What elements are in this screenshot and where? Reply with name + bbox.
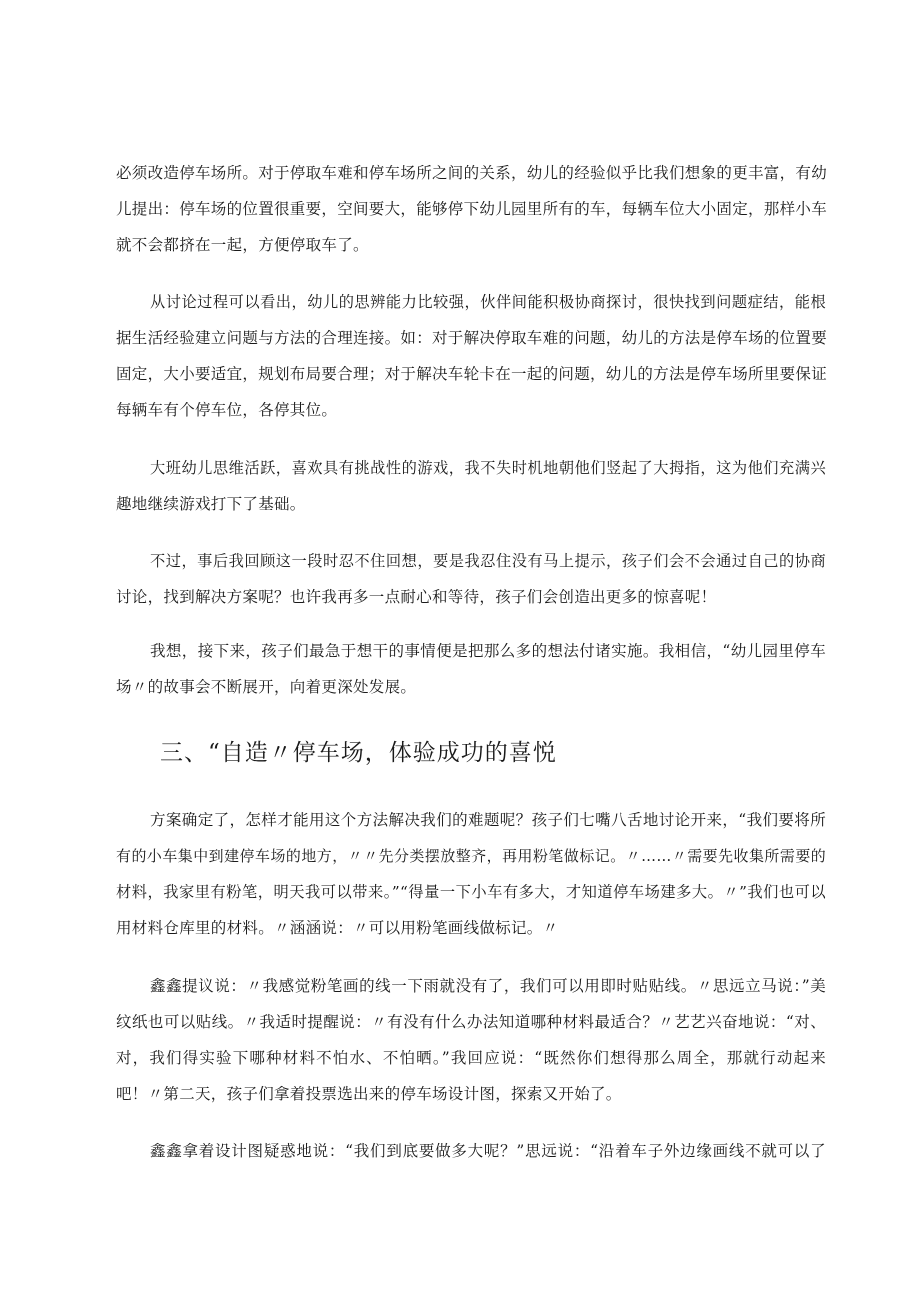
- paragraph-line: 用材料仓库里的材料。〃涵涵说：〃可以用粉笔画线做标记。〃: [116, 919, 559, 937]
- paragraph-line: 材料，我家里有粉笔，明天我可以带来。”“得量一下小车有多大，才知道停车场建多大。〃”我们也可以: [116, 883, 826, 901]
- paragraph-5: [116, 633, 826, 705]
- paragraph-7: [116, 968, 826, 1112]
- paragraph-1: [116, 155, 826, 263]
- paragraph-line: 固定，大小要适宜，规划布局要合理；对于解决车轮卡在一起的问题，幼儿的方法是停车场所里要保证: [116, 365, 828, 383]
- paragraph-line: 有的小车集中到建停车场的地方，〃〃先分类摆放整齐，再用粉笔做标记。〃……〃需要先收集所需要的: [116, 847, 826, 865]
- paragraph-line: 每辆车有个停车位，各停其位。: [116, 401, 338, 419]
- paragraph-line: 纹纸也可以贴线。〃我适时提醒说：〃有没有什么办法知道哪种材料最适合？〃艺艺兴奋地说：“对、: [116, 1013, 826, 1031]
- paragraph-line: 方案确定了，怎样才能用这个方法解决我们的难题呢？孩子们七嘴八舌地讨论开来，“我们要将所: [150, 811, 826, 829]
- section-heading: 三、“自造〃停车场，体验成功的喜悦: [160, 740, 557, 766]
- paragraph-line: 讨论，找到解决方案呢？也许我再多一点耐心和等待，孩子们会创造出更多的惊喜呢！: [116, 588, 717, 606]
- paragraph-6: [116, 802, 826, 946]
- paragraph-line: 从讨论过程可以看出，幼儿的思辨能力比较强，伙伴间能积极协商探讨，很快找到问题症结，能根: [150, 293, 826, 311]
- paragraph-line: 对，我们得实验下哪种材料不怕水、不怕晒。”我回应说：“既然你们想得那么周全，那就行动起来: [116, 1049, 826, 1067]
- paragraph-line: 我想，接下来，孩子们最急于想干的事情便是把那么多的想法付诸实施。我相信，“幼儿园里停车: [150, 642, 826, 660]
- paragraph-line: 儿提出：停车场的位置很重要，空间要大，能够停下幼儿园里所有的车，每辆车位大小固定，那样小车: [116, 200, 828, 218]
- paragraph-line: 吧！〃第二天，孩子们拿着投票选出来的停车场设计图，探索又开始了。: [116, 1085, 622, 1103]
- paragraph-line: 趣地继续游戏打下了基础。: [116, 495, 306, 513]
- paragraph-line: 就不会都挤在一起，方便停取车了。: [116, 236, 369, 254]
- paragraph-line: 大班幼儿思维活跃，喜欢具有挑战性的游戏，我不失时机地朝他们竖起了大拇指，这为他们充满兴: [150, 459, 826, 477]
- paragraph-line: 必须改造停车场所。对于停取车难和停车场所之间的关系，幼儿的经验似乎比我们想象的更丰富，有幼: [116, 164, 828, 182]
- paragraph-3: [116, 450, 826, 522]
- paragraph-2: [116, 284, 826, 428]
- paragraph-line: 不过，事后我回顾这一段时忍不住回想，要是我忍住没有马上提示，孩子们会不会通过自己的协商: [150, 552, 826, 570]
- paragraph-line: 鑫鑫拿着设计图疑惑地说：“我们到底要做多大呢？”思远说：“沿着车子外边缘画线不就可以了: [150, 1142, 826, 1160]
- paragraph-4: [116, 543, 826, 615]
- paragraph-line: 场〃的故事会不断展开，向着更深处发展。: [116, 678, 417, 696]
- paragraph-line: 据生活经验建立问题与方法的合理连接。如：对于解决停取车难的问题，幼儿的方法是停车场的位置要: [116, 329, 828, 347]
- paragraph-8: [116, 1133, 826, 1169]
- paragraph-line: 鑫鑫提议说：〃我感觉粉笔画的线一下雨就没有了，我们可以用即时贴贴线。〃思远立马说：”美: [150, 977, 826, 995]
